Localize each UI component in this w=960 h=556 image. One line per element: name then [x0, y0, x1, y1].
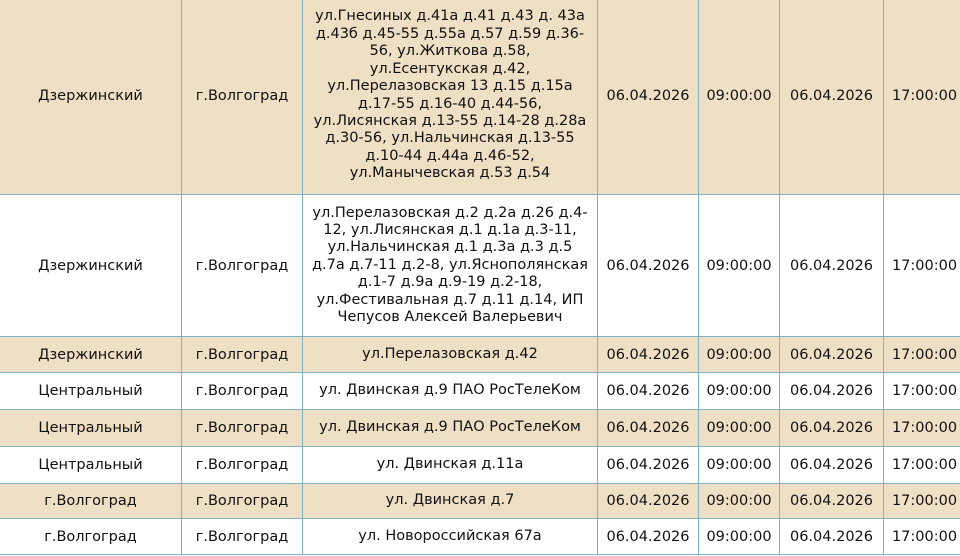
start-date-cell: 06.04.2026 — [598, 195, 699, 337]
end-date-cell: 06.04.2026 — [780, 373, 884, 410]
table-row — [0, 0, 960, 195]
start-time-cell: 09:00:00 — [699, 447, 780, 484]
address-line: ул.Манычевская д.53 д.54 — [349, 165, 551, 182]
start-date-cell: 06.04.2026 — [598, 0, 699, 195]
end-time-cell: 17:00:00 — [884, 447, 960, 484]
address-line: д.30-56, ул.Нальчинская д.13-55 — [325, 130, 575, 147]
address-line: ул.Перелазовская д.42 — [362, 345, 538, 362]
table-row — [0, 447, 960, 484]
city-cell: г.Волгоград — [182, 337, 303, 373]
address-line: д.43б д.45-55 д.55а д.57 д.59 д.36- — [315, 25, 585, 42]
start-time-cell: 09:00:00 — [699, 195, 780, 337]
city-cell: г.Волгоград — [182, 447, 303, 484]
end-time-cell: 17:00:00 — [884, 410, 960, 447]
address-cell — [303, 373, 598, 410]
start-time-cell: 09:00:00 — [699, 0, 780, 195]
start-date-cell: 06.04.2026 — [598, 447, 699, 484]
address-cell — [303, 410, 598, 447]
start-date-cell: 06.04.2026 — [598, 337, 699, 373]
end-time-cell: 17:00:00 — [884, 519, 960, 555]
end-date-cell: 06.04.2026 — [780, 195, 884, 337]
end-date-cell: 06.04.2026 — [780, 0, 884, 195]
start-time-cell: 09:00:00 — [699, 519, 780, 555]
address-line: ул. Двинская д.9 ПАО РосТелеКом — [319, 382, 581, 399]
start-date-cell: 06.04.2026 — [598, 519, 699, 555]
end-date-cell: 06.04.2026 — [780, 447, 884, 484]
table-row — [0, 410, 960, 447]
address-line: д.1-7 д.9а д.9-19 д.2-18, — [357, 274, 543, 291]
start-time-cell: 09:00:00 — [699, 373, 780, 410]
end-time-cell: 17:00:00 — [884, 195, 960, 337]
address-line: ул. Двинская д.11а — [376, 456, 524, 473]
end-time-cell: 17:00:00 — [884, 373, 960, 410]
table-row — [0, 337, 960, 373]
address-line: 12, ул.Лисянская д.1 д.1а д.3-11, — [323, 221, 577, 238]
district-cell: Дзержинский — [0, 195, 182, 337]
address-cell — [303, 519, 598, 555]
table-row — [0, 519, 960, 555]
end-time-cell: 17:00:00 — [884, 337, 960, 373]
end-time-cell: 17:00:00 — [884, 484, 960, 519]
start-time-cell: 09:00:00 — [699, 337, 780, 373]
address-line: ул.Лисянская д.13-55 д.14-28 д.28а — [313, 112, 587, 129]
end-date-cell: 06.04.2026 — [780, 484, 884, 519]
address-cell — [303, 337, 598, 373]
table-row — [0, 373, 960, 410]
address-cell — [303, 195, 598, 337]
address-line: д.7а д.7-11 д.2-8, ул.Яснополянская — [311, 256, 589, 273]
start-date-cell: 06.04.2026 — [598, 410, 699, 447]
table-row — [0, 195, 960, 337]
address-line: ул.Перелазовская д.2 д.2а д.26 д.4- — [312, 204, 588, 221]
address-line: ул.Фестивальная д.7 д.11 д.14, ИП — [316, 291, 584, 308]
end-date-cell: 06.04.2026 — [780, 519, 884, 555]
end-date-cell: 06.04.2026 — [780, 337, 884, 373]
address-line: ул. Двинская д.9 ПАО РосТелеКом — [319, 419, 581, 436]
start-date-cell: 06.04.2026 — [598, 484, 699, 519]
address-line: д.17-55 д.16-40 д.44-56, — [357, 95, 543, 112]
address-cell — [303, 484, 598, 519]
address-line: 56, ул.Житкова д.58, — [369, 43, 531, 60]
start-date-cell: 06.04.2026 — [598, 373, 699, 410]
address-line: ул.Есентукская д.42, — [369, 60, 531, 77]
address-line: ул.Нальчинская д.1 д.3а д.3 д.5 — [327, 239, 573, 256]
address-line: ул. Двинская д.7 — [385, 492, 515, 509]
district-cell: г.Волгоград — [0, 519, 182, 555]
start-time-cell: 09:00:00 — [699, 410, 780, 447]
city-cell: г.Волгоград — [182, 195, 303, 337]
district-cell: Центральный — [0, 447, 182, 484]
address-line: ул.Гнесиных д.41а д.41 д.43 д. 43а — [315, 8, 585, 25]
city-cell: г.Волгоград — [182, 0, 303, 195]
table-row — [0, 484, 960, 519]
city-cell: г.Волгоград — [182, 410, 303, 447]
address-line: д.10-44 д.44а д.46-52, — [365, 147, 535, 164]
address-cell — [303, 0, 598, 195]
address-line: Чепусов Алексей Валерьевич — [337, 309, 563, 326]
district-cell: Дзержинский — [0, 337, 182, 373]
district-cell: Центральный — [0, 373, 182, 410]
city-cell: г.Волгоград — [182, 484, 303, 519]
address-line: ул. Новороссийская 67а — [358, 527, 542, 544]
end-date-cell: 06.04.2026 — [780, 410, 884, 447]
end-time-cell: 17:00:00 — [884, 0, 960, 195]
address-line: ул.Перелазовская 13 д.15 д.15а — [327, 78, 573, 95]
city-cell: г.Волгоград — [182, 519, 303, 555]
district-cell: г.Волгоград — [0, 484, 182, 519]
district-cell: Центральный — [0, 410, 182, 447]
city-cell: г.Волгоград — [182, 373, 303, 410]
district-cell: Дзержинский — [0, 0, 182, 195]
start-time-cell: 09:00:00 — [699, 484, 780, 519]
address-cell — [303, 447, 598, 484]
